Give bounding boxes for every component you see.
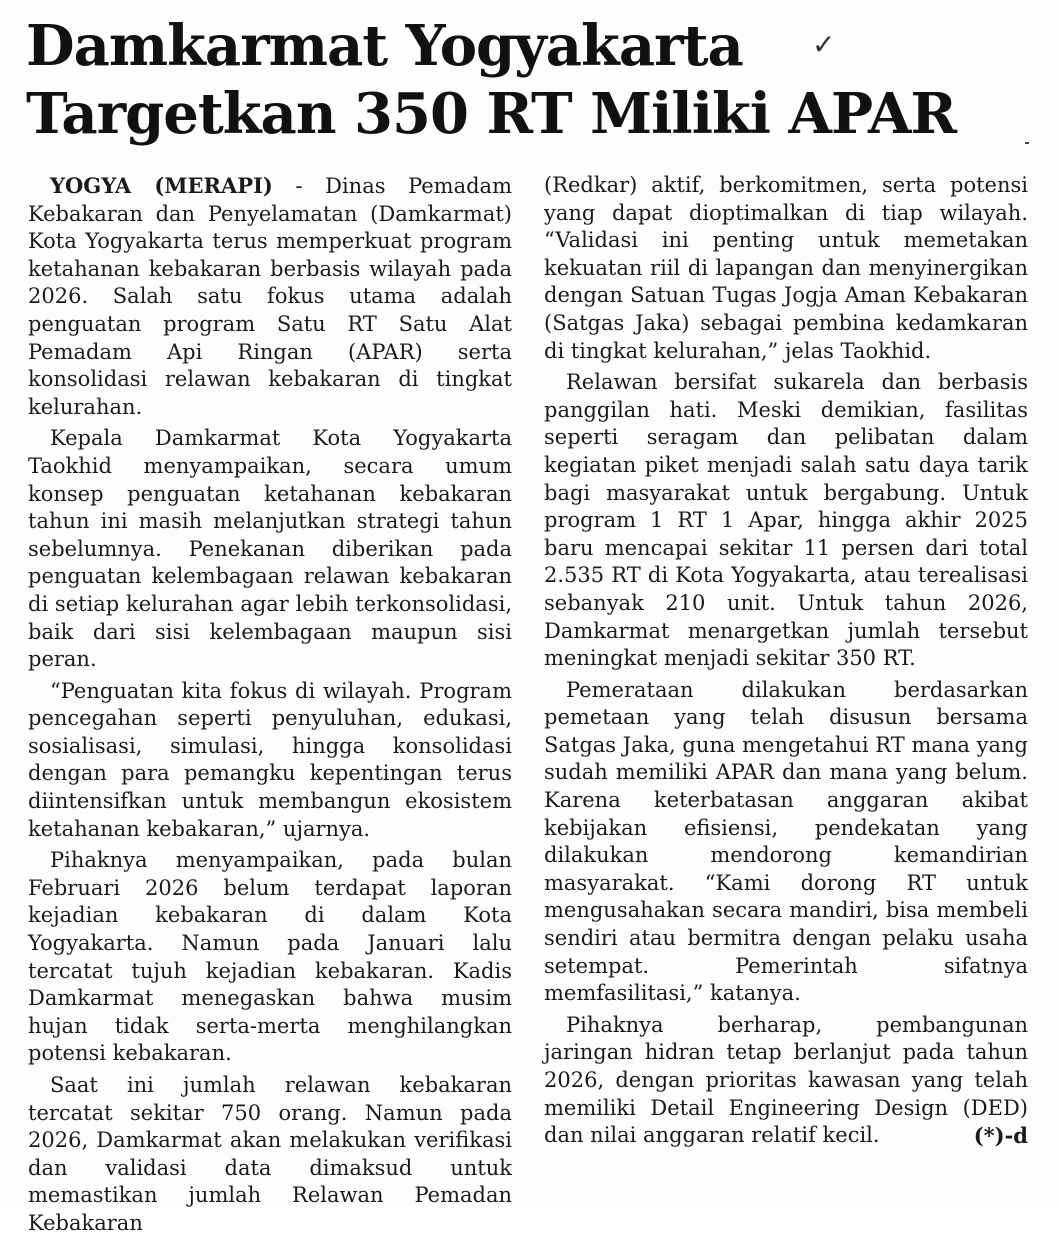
article-paragraph: Saat ini jumlah relawan kebakaran tercatat sekitar 750 orang. Namun pada 2026, Damkarmat akan melakukan verifikasi dan validasi data dimaksud untuk memastikan jumlah Relawan Pemadan Kebakaran xyxy=(28,1073,512,1235)
article-paragraph: Relawan bersifat sukarela dan berbasis panggilan hati. Meski demikian, fasilitas seperti seragam dan pelibatan dalam kegiatan piket menjadi salah satu daya tarik bagi masyarakat untuk bergabung. Untuk program 1 RT 1 Apar, hingga akhir 2025 baru mencapai sekitar 11 persen dari total 2.535 RT di Kota Yogyakarta, atau terealisasi sebanyak 210 unit. Untuk tahun 2026, Damkarmat menargetkan jumlah tersebut meningkat menjadi sekitar 350 RT. xyxy=(544,370,1028,671)
article-paragraph: Kepala Damkarmat Kota Yogyakarta Taokhid menyampaikan, secara umum konsep penguatan ketahanan kebakaran tahun ini masih melanjutkan strategi tahun sebelumnya. Penekanan diberikan pada penguatan kelembagaan relawan kebakaran di setiap kelurahan agar lebih terkonsolidasi, baik dari sisi kelembagaan maupun sisi peran. xyxy=(28,426,512,672)
author-credit: (*)-d xyxy=(973,1123,1028,1149)
headline-line-2: Targetkan 350 RT Miliki APAR xyxy=(26,81,957,147)
article-paragraph: Pemerataan dilakukan berdasarkan pemetaan yang telah disusun bersama Satgas Jaka, guna mengetahui RT mana yang sudah memiliki APAR dan mana yang belum. Karena keterbatasan anggaran akibat kebijakan efisiensi, pendekatan yang dilakukan mendorong kemandirian masyarakat. “Kami dorong RT untuk mengusahakan secara mandiri, bisa membeli sendiri atau bermitra dengan pelaku usaha setempat. Pemerintah sifatnya memfasilitasi,” katanya. xyxy=(544,677,1028,1006)
handwritten-check-mark: ✓ xyxy=(812,28,836,61)
headline-line-1: Damkarmat Yogyakarta xyxy=(26,13,743,79)
headline xyxy=(26,12,1026,148)
article-paragraph: (Redkar) aktif, berkomitmen, serta potensi yang dapat dioptimalkan di tiap wilayah. “Validasi ini penting untuk memetakan kekuatan riil di lapangan dan menyinergikan dengan Satuan Tugas Jogja Aman Kebakaran (Satgas Jaka) sebagai pembina kedamkaran di tingkat kelurahan,” jelas Taokhid. xyxy=(544,173,1028,363)
paragraph-text: Pihaknya berharap, pembangunan jaringan hidran tetap berlanjut pada tahun 2026, dengan prioritas kawasan yang telah memiliki Detail Engineering Design (DED) dan nilai anggaran relatif kecil. xyxy=(544,1012,1028,1148)
article-paragraph: Pihaknya menyampaikan, pada bulan Februari 2026 belum terdapat laporan kejadian kebakaran di dalam Kota Yogyakarta. Namun pada Januari lalu tercatat tujuh kejadian kebakaran. Kadis Damkarmat menegaskan bahwa musim hujan tidak serta-merta menghilangkan potensi kebakaran. xyxy=(28,848,512,1066)
article-column-right xyxy=(544,172,1028,1154)
dateline: YOGYA (MERAPI) xyxy=(50,173,273,198)
article-paragraph xyxy=(28,172,512,421)
article-paragraph: “Penguatan kita fokus di wilayah. Program pencegahan seperti penyuluhan, edukasi, sosialisasi, simulasi, hingga konsolidasi dengan para pemangku kepentingan terus diintensifkan untuk membangun ekosistem ketahanan kebakaran,” ujarnya. xyxy=(28,678,512,841)
print-speck xyxy=(1025,142,1029,144)
paragraph-text: - Dinas Pemadam Kebakaran dan Penyelamatan (Damkarmat) Kota Yogyakarta terus memperkuat program ketahanan kebakaran berbasis wilayah pada 2026. Salah satu fokus utama adalah penguatan program Satu RT Satu Alat Pemadam Api Ringan (APAR) serta konsolidasi relawan kebakaran di tingkat kelurahan. xyxy=(28,174,512,419)
article-column-left xyxy=(28,172,512,1242)
article-paragraph xyxy=(544,1012,1028,1150)
